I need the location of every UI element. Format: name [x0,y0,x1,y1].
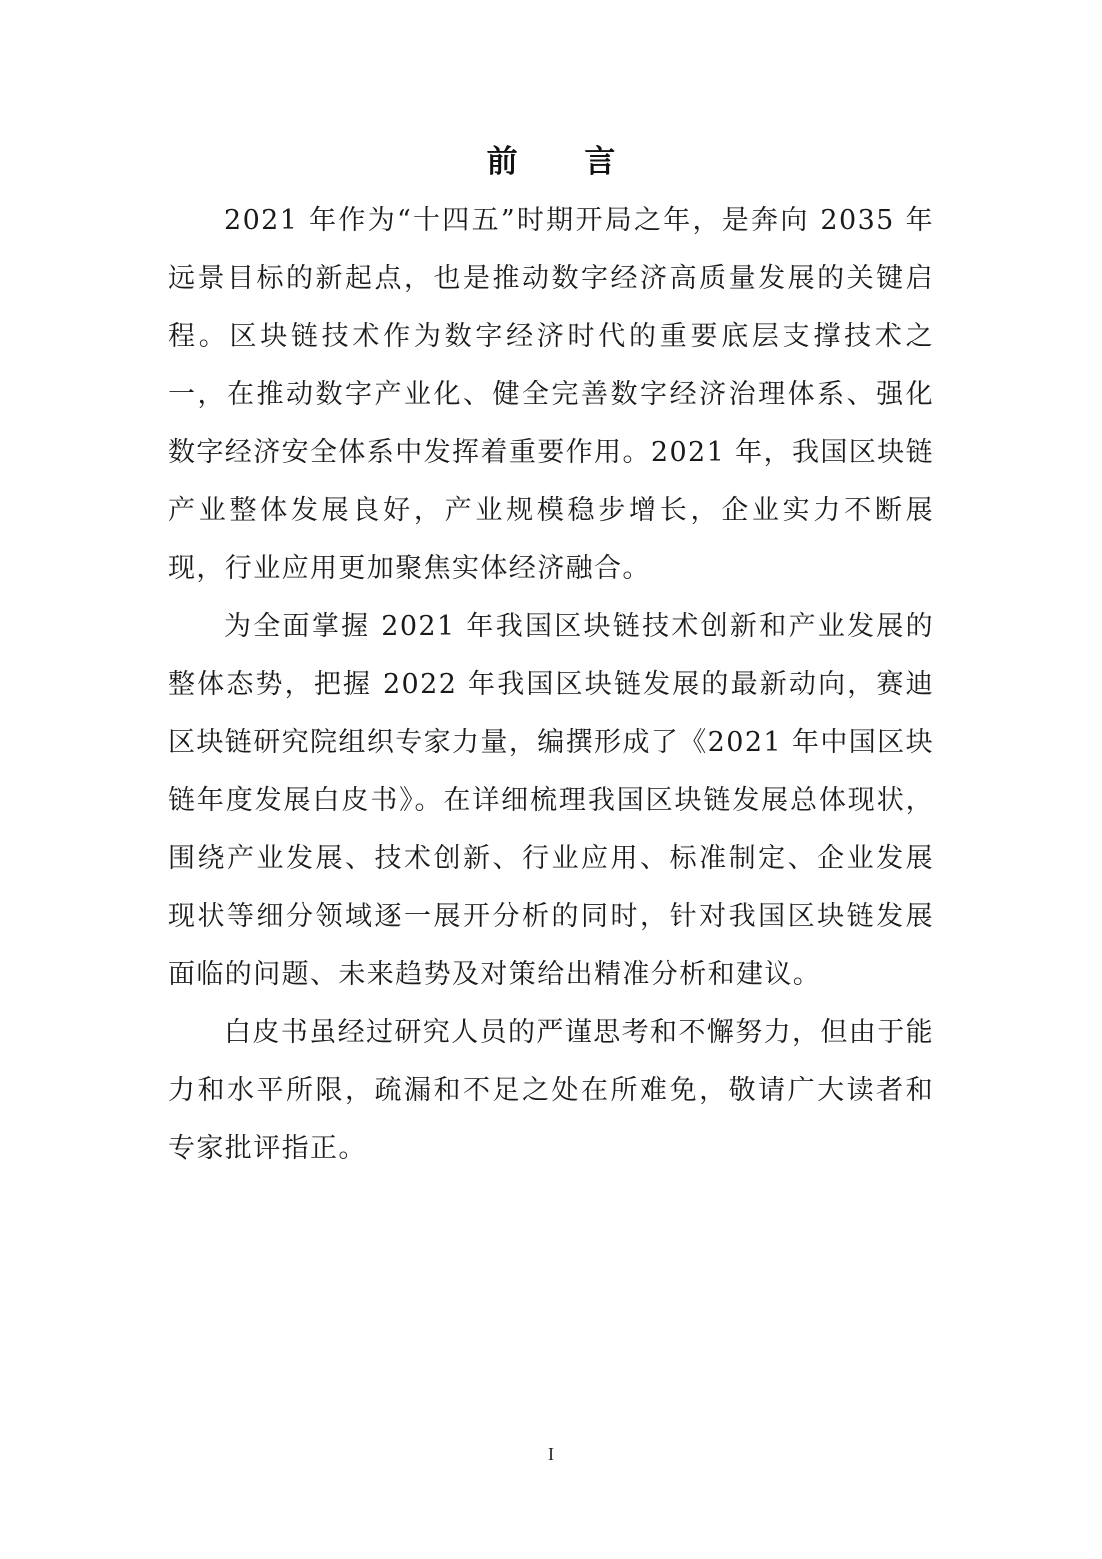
paragraph-1: 2021 年作为“十四五”时期开局之年，是奔向 2035 年远景目标的新起点，也是推动数字经济高质量发展的关键启程。区块链技术作为数字经济时代的重要底层支撑技术之一，在推动数字产业化、健全完善数字经济治理体系、强化数字经济安全体系中发挥着重要作用。2021 年，我国区块链产业整体发展良好，产业规模稳步增长，企业实力不断展现，行业应用更加聚焦实体经济融合。 [168,205,934,584]
page-title: 前 言 [486,144,644,180]
page-number: I [548,1444,554,1464]
document-body [168,192,934,1178]
paragraph-3: 白皮书虽经过研究人员的严谨思考和不懈努力，但由于能力和水平所限，疏漏和不足之处在所难免，敬请广大读者和专家批评指正。 [168,1017,934,1164]
paragraph-2: 为全面掌握 2021 年我国区块链技术创新和产业发展的整体态势，把握 2022 年我国区块链发展的最新动向，赛迪区块链研究院组织专家力量，编撰形成了《2021 年中国区块链年度发展白皮书》。在详细梳理我国区块链发展总体现状，围绕产业发展、技术创新、行业应用、标准制定、企业发展现状等细分领域逐一展开分析的同时，针对我国区块链发展面临的问题、未来趋势及对策给出精准分析和建议。 [168,611,934,990]
